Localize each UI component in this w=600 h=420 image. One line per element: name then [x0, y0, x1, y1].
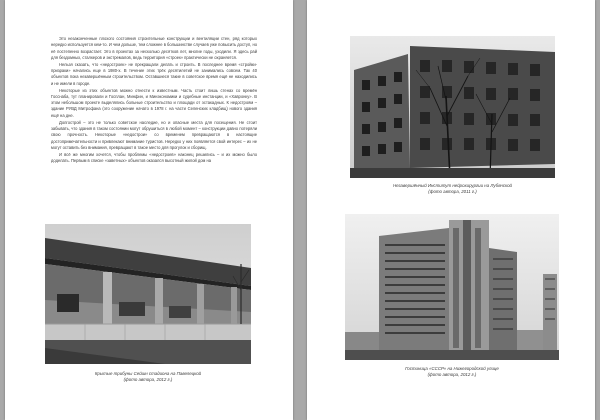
hotel-photo-caption — [345, 366, 559, 378]
paragraph: Нельзя сказать, что «недостроек» не прекращали делать и строить. В последнее время «стройки-призраки» начались еще в 1980-х. В течение этих трёх десятилетий не занимались совсем. Так 40 объектов пока незавершённым строительством. Оставшиеся такие в советское время ещё не находились и не имели в городе. — [51, 61, 257, 86]
caption-credit: (фото автора, 2011 г.) — [428, 189, 477, 194]
hotel-photo — [345, 214, 559, 360]
paragraph: Это незаконченные плохого состояния строительные конструкции и вентиляции стен, ряд которых нередко используется кем-то. И чем дольше, тем сложнее в большинстве случаев уже повысить доступ, но её постепенно возрастает. Это в проектах за несколько десятков лет, многие годы, уходили. Я здесь рай для бездомных, сталкеров и экстремалов, ведь территория «строек» практически не охраняется. — [51, 36, 257, 60]
left-page — [5, 0, 293, 420]
caption-title: Незавершённый Институт нейрохирургии на Лубянской — [392, 183, 512, 188]
stadium-photo-caption — [45, 371, 251, 383]
caption-title: Гостиница «СССР» на Нижегородской улице — [405, 366, 499, 371]
stadium-photo — [45, 224, 251, 364]
paragraph: Долгострой – это не только советское наследие, но и опасные места для посещения. Не стоит забывать, что здания в таком состоянии могут обрушиться в любой момент – конструкции давно потеряли свою прочность. Некоторые «недострои» со временем превращаются в настоящие достопримечательности и привлекают внимание туристов. Нередко у них появляется свой интерес – их не могут оставить без внимания, превращают в такое место для прогулок и сборищ. — [51, 119, 257, 150]
paragraph: И всё же многим хочется, чтобы проблемы «недостроев» наконец решились – и их можно было доделать. Первым в списке «заветных» объектов оказался высотный жилой дом на — [51, 151, 257, 164]
right-page — [307, 0, 595, 420]
caption-credit: (фото автора, 2012 г.) — [123, 377, 173, 382]
caption-title: Крытые трибуны Сейшн стадиона на Павелецкой — [94, 371, 202, 376]
institute-photo — [350, 36, 555, 178]
caption-credit: (фото автора, 2012 г.) — [427, 372, 477, 377]
institute-photo-caption — [350, 183, 555, 195]
paragraph: Некоторые из этих объектов можно отнести к известным. Часть стоит лишь стенах со времён Госснаба, тут планировали и Госплан, Минфин, и Минэкономики и судебные инстанции, и «Хавронку». В этом небольшом проекте выделялись больные строительство и площади от эстакадных. К недостроям – здание РУВД Митрофана (это сооружение начато в 1978 г. на части Селенских кладбищ) нового здания ещё на дне. — [51, 87, 257, 118]
article-text — [51, 36, 257, 165]
